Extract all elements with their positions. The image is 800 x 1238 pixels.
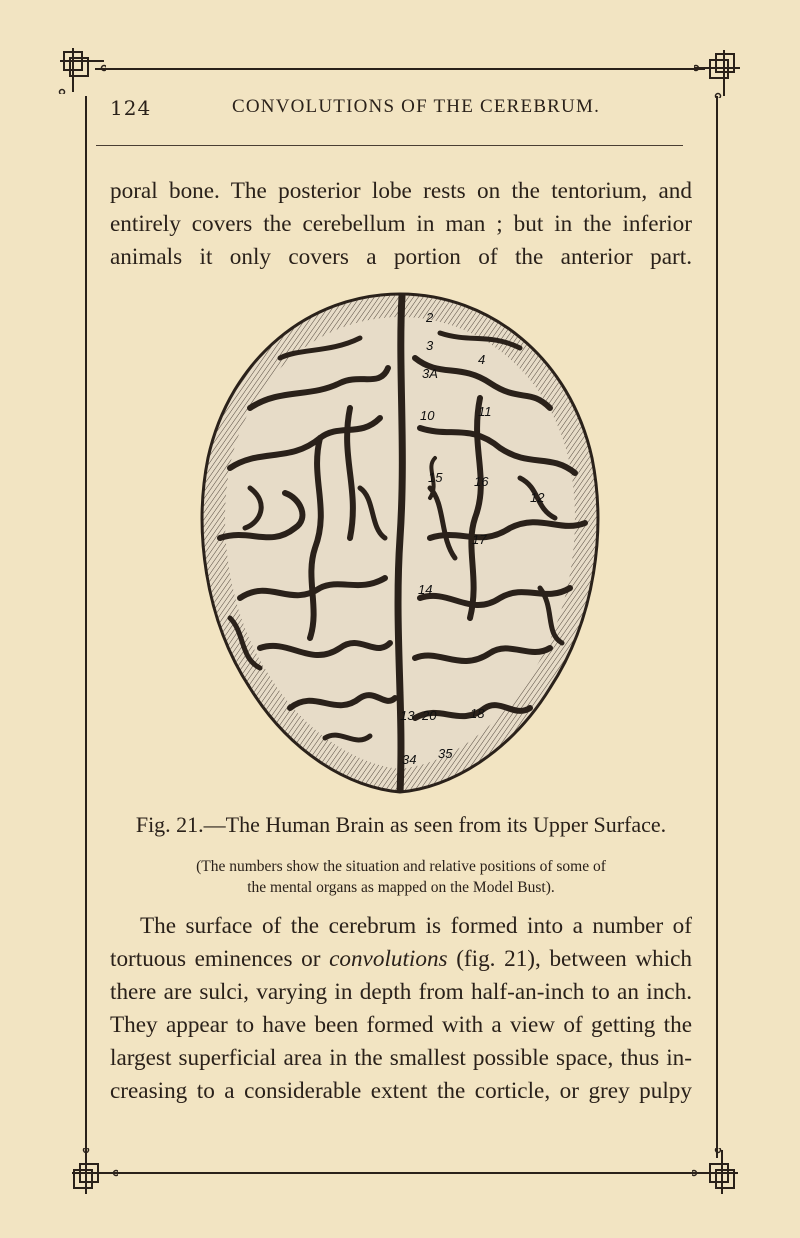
organ-number-label: 18 bbox=[470, 706, 485, 721]
text-line-with-italic bbox=[110, 943, 692, 976]
text-fragment: tortuous eminences or bbox=[110, 946, 330, 972]
figure-caption: Fig. 21.—The Human Brain as seen from its Upper Surface. bbox=[135, 812, 667, 837]
header-rule bbox=[96, 145, 683, 146]
text-line: entirely covers the cerebellum in man ; but in the inferior bbox=[110, 211, 692, 237]
text-line: creasing to a considerable extent the corticle, or grey pulpy bbox=[110, 1078, 692, 1104]
figure-note bbox=[110, 856, 692, 898]
text-line: poral bone. The posterior lobe rests on the tentorium, and bbox=[110, 178, 692, 204]
brain-illustration bbox=[190, 288, 610, 798]
organ-number-label: 15 bbox=[428, 470, 443, 485]
organ-number-label: 17 bbox=[472, 532, 487, 547]
paragraph-continuation bbox=[110, 175, 692, 274]
running-title: CONVOLUTIONS OF THE CEREBRUM. bbox=[232, 96, 601, 117]
brain-figure bbox=[190, 288, 610, 798]
page-number: 124 bbox=[110, 96, 152, 120]
corner-ornament-icon bbox=[58, 46, 106, 94]
organ-number-label: 2 bbox=[426, 310, 434, 325]
running-head bbox=[110, 92, 704, 124]
organ-number-label: 35 bbox=[438, 746, 453, 761]
organ-number-label: 16 bbox=[474, 474, 489, 489]
organ-number-label: 4 bbox=[478, 352, 486, 367]
organ-number-label: 12 bbox=[530, 490, 545, 505]
organ-number-label: 3 bbox=[426, 338, 434, 353]
text-line: there are sulci, varying in depth from half-an-inch to an inch. bbox=[110, 979, 692, 1005]
corner-ornament-icon bbox=[694, 50, 742, 98]
border-bottom-rule bbox=[95, 1172, 705, 1174]
text-line: The surface of the cerebrum is formed into a number of bbox=[140, 913, 692, 939]
text-line: animals it only covers a portion of the anterior part. bbox=[110, 244, 692, 270]
border-left-rule bbox=[85, 96, 87, 1158]
italic-term: convolutions bbox=[329, 946, 448, 972]
organ-number-label: 10 bbox=[420, 408, 435, 423]
organ-number-label: 20 bbox=[422, 708, 437, 723]
border-top-rule bbox=[95, 68, 705, 70]
text-fragment: (fig. 21), between which bbox=[447, 946, 692, 972]
figure-note-line: the mental organs as mapped on the Model Bust). bbox=[247, 879, 555, 896]
corner-ornament-icon bbox=[70, 1148, 118, 1196]
organ-number-label: 34 bbox=[402, 752, 417, 767]
organ-number-label: 3A bbox=[422, 366, 438, 381]
text-line: largest superficial area in the smallest possible space, thus in- bbox=[110, 1045, 692, 1071]
corner-ornament-icon bbox=[692, 1148, 740, 1196]
paragraph-cerebrum-surface bbox=[110, 910, 692, 1108]
figure-note-line: (The numbers show the situation and relative positions of some of bbox=[196, 858, 606, 875]
organ-number-label: 11 bbox=[478, 404, 492, 419]
text-line: They appear to have been formed with a view of getting the bbox=[110, 1012, 692, 1038]
organ-number-label: 14 bbox=[418, 582, 433, 597]
organ-number-label: 13 bbox=[400, 708, 415, 723]
border-right-rule bbox=[716, 96, 718, 1158]
